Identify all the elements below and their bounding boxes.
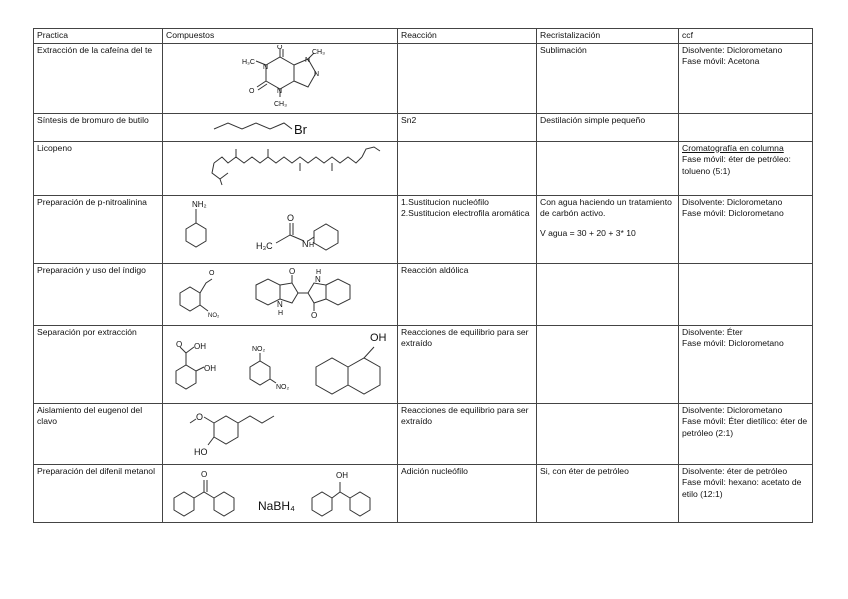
ccf-cell — [679, 263, 813, 325]
reaccion-cell — [398, 195, 537, 263]
naphthol-oh: OH — [370, 331, 387, 344]
benzhydrol-oh: OH — [336, 470, 348, 480]
practica-cell: Preparación y uso del índigo — [34, 263, 163, 325]
caffeine-o-top: O — [277, 44, 283, 51]
benzophenone-o: O — [201, 469, 208, 479]
acetanilide-o: O — [287, 212, 295, 223]
table-row — [34, 141, 813, 195]
reaccion-cell: Sn2 — [398, 113, 537, 141]
caffeine-structure — [166, 45, 394, 111]
table-row — [34, 195, 813, 263]
nitroaniline-structure — [166, 197, 394, 259]
reaccion-cell: Reacciones de equilibrio para ser extraído — [398, 325, 537, 403]
recristalizacion-cell: Sublimación — [537, 43, 679, 113]
practica-cell: Preparación de p-nitroalinina — [34, 195, 163, 263]
compuestos-cell — [163, 113, 398, 141]
indigo-o-top: O — [289, 266, 296, 276]
indigo-h1: H — [278, 309, 284, 317]
caffeine-h3c: H₃C — [242, 58, 255, 66]
eugenol-ho: HO — [194, 446, 208, 457]
phenol-oh: OH — [204, 363, 216, 373]
reaccion-line: 2.Sustitucion electrofila aromática — [401, 208, 530, 219]
recristalizacion-volume: V agua = 30 + 20 + 3* 10 — [540, 227, 636, 238]
table-row — [34, 113, 813, 141]
benzhydrol-structure — [166, 466, 394, 520]
table-header-row — [34, 29, 813, 44]
table-row — [34, 464, 813, 522]
caffeine-n1: N — [263, 63, 269, 71]
table-row — [34, 263, 813, 325]
eugenol-o: O — [196, 411, 204, 422]
compuestos-cell — [163, 141, 398, 195]
aniline-nh2: NH₂ — [192, 199, 207, 209]
recristalizacion-line: Con agua haciendo un tratamiento de carbón activo. — [540, 196, 672, 219]
reaccion-line: 1.Sustitucion nucleófilo — [401, 196, 489, 207]
ccf-line: Fase móvil: Éter dietílico: éter de petróleo (2:1) — [682, 416, 808, 438]
ccf-cell — [679, 43, 813, 113]
ccf-cell — [679, 113, 813, 141]
reaccion-cell: Reacciones de equilibrio para ser extraído — [398, 403, 537, 464]
compuestos-cell — [163, 325, 398, 403]
ccf-cell — [679, 403, 813, 464]
indigo-h2: H — [316, 268, 322, 276]
ccf-line: Disolvente: éter de petróleo — [682, 465, 788, 476]
ccf-line: Disolvente: Diclorometano — [682, 44, 783, 55]
practica-cell: Extracción de la cafeína del te — [34, 43, 163, 113]
caffeine-n3: N — [305, 56, 311, 64]
compuestos-cell — [163, 464, 398, 522]
ccf-line: Fase móvil: éter de petróleo: tolueno (5:1) — [682, 154, 791, 176]
practices-table — [33, 28, 813, 523]
table-row — [34, 403, 813, 464]
compuestos-cell — [163, 43, 398, 113]
practica-cell: Separación por extracción — [34, 325, 163, 403]
salicylic-oh: OH — [194, 341, 206, 351]
recristalizacion-cell — [537, 325, 679, 403]
indigo-o-bottom: O — [311, 310, 318, 320]
eugenol-structure — [166, 405, 394, 461]
reaccion-cell: Reacción aldólica — [398, 263, 537, 325]
caffeine-n2: N — [277, 87, 283, 95]
lycopene-structure — [166, 143, 394, 191]
butyl-bromide-structure — [166, 115, 394, 139]
practica-cell: Aislamiento del eugenol del clavo — [34, 403, 163, 464]
compuestos-cell — [163, 403, 398, 464]
caffeine-ch3-bottom: CH₃ — [274, 100, 287, 108]
reaccion-cell — [398, 43, 537, 113]
caffeine-o-left: O — [249, 87, 255, 95]
extraction-structures — [166, 327, 394, 401]
compuestos-cell — [163, 195, 398, 263]
header-ccf: ccf — [679, 29, 813, 44]
header-recristalizacion: Recristalización — [537, 29, 679, 44]
recristalizacion-cell — [537, 141, 679, 195]
ccf-line: Fase móvil: hexano: acetato de etilo (12:1) — [682, 477, 802, 499]
table-row — [34, 43, 813, 113]
acetanilide-h: H — [309, 241, 315, 249]
table-row — [34, 325, 813, 403]
indigo-structure — [166, 265, 394, 323]
salicylic-o: O — [176, 339, 183, 349]
ccf-line: Disolvente: Diclorometano — [682, 196, 783, 207]
recristalizacion-cell: Si, con éter de petróleo — [537, 464, 679, 522]
header-compuestos: Compuestos — [163, 29, 398, 44]
ccf-line: Disolvente: Éter — [682, 326, 743, 337]
caffeine-n4: N — [314, 70, 320, 78]
reaccion-cell — [398, 141, 537, 195]
ccf-cell — [679, 141, 813, 195]
recristalizacion-cell — [537, 195, 679, 263]
caffeine-ch3-right: CH₃ — [312, 48, 325, 56]
header-reaccion: Reacción — [398, 29, 537, 44]
acetanilide-h3c: H₃C — [256, 240, 273, 251]
ccf-cell — [679, 195, 813, 263]
nabh4-reagent: NaBH₄ — [258, 498, 295, 513]
ccf-heading: Cromatografía en columna — [682, 142, 784, 153]
recristalizacion-cell: Destilación simple pequeño — [537, 113, 679, 141]
header-practica: Practica — [34, 29, 163, 44]
indigo-n1: N — [277, 299, 283, 309]
butyl-bromide-br: Br — [294, 121, 307, 137]
ccf-line: Fase móvil: Diclorometano — [682, 208, 784, 219]
recristalizacion-cell — [537, 403, 679, 464]
ccf-cell — [679, 464, 813, 522]
dinitro-no2-b: NO₂ — [276, 383, 290, 391]
compuestos-cell — [163, 263, 398, 325]
indigo-n2: N — [315, 274, 321, 284]
reaccion-cell: Adición nucleófilo — [398, 464, 537, 522]
dinitro-no2-a: NO₂ — [252, 345, 266, 353]
practica-cell: Licopeno — [34, 141, 163, 195]
ccf-line: Fase móvil: Diclorometano — [682, 338, 784, 349]
ccf-line: Disolvente: Diclorometano — [682, 404, 783, 415]
benzaldehyde-o: O — [209, 269, 215, 277]
acetanilide-n: N — [302, 238, 309, 249]
practica-cell: Síntesis de bromuro de butilo — [34, 113, 163, 141]
ccf-cell — [679, 325, 813, 403]
practica-cell: Preparación del difenil metanol — [34, 464, 163, 522]
recristalizacion-cell — [537, 263, 679, 325]
benzaldehyde-no2: NO₂ — [208, 312, 220, 319]
ccf-line: Fase móvil: Acetona — [682, 56, 760, 67]
